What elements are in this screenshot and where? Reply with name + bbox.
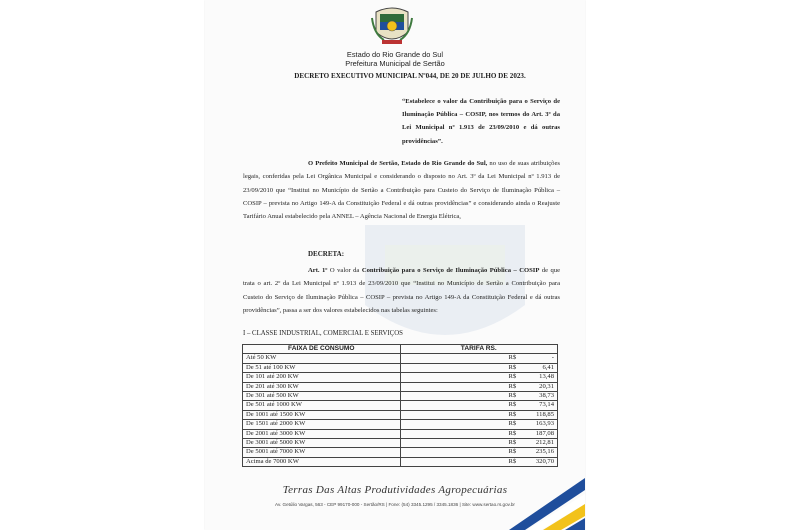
tarifa-value: 38,73: [539, 392, 554, 400]
tarifa-value: -: [551, 354, 554, 362]
currency-label: R$: [508, 420, 517, 428]
faixa-cell: De 1001 até 1500 KW: [243, 410, 401, 419]
classe-heading: I – CLASSE INDUSTRIAL, COMERCIAL E SERVIÇOS: [243, 330, 403, 337]
municipal-crest-icon: [370, 4, 414, 46]
decree-ementa: “Estabelece o valor da Contribuição para o Serviço de Iluminação Pública – COSIP, nos termos do Art. 3º da Lei Municipal nº 1.913 de 23/09/2010 e dá outras providências”.: [402, 98, 560, 145]
faixa-cell: Até 50 KW: [243, 354, 401, 363]
tarifa-cell: [400, 354, 558, 363]
table-row: [243, 439, 558, 448]
faixa-cell: Acima de 7000 KW: [243, 457, 401, 466]
decorative-stripes: [505, 457, 585, 530]
tarifa-value: 6,41: [542, 363, 554, 371]
address-footer: Av. Getúlio Vargas, 563 - CEP 99170-000 - Sertão/RS | Fone: (54) 3345.1295 / 3345.1836 | Site: www.sertao.rs.gov.br: [275, 502, 515, 507]
table-row: [243, 382, 558, 391]
faixa-cell: De 51 até 100 KW: [243, 363, 401, 372]
tarifa-value: 187,08: [535, 429, 554, 437]
header-faixa: FAIXA DE CONSUMO: [243, 345, 401, 354]
currency-label: R$: [508, 429, 517, 437]
faixa-cell: De 201 até 300 KW: [243, 382, 401, 391]
faixa-cell: De 501 até 1000 KW: [243, 401, 401, 410]
art1-bold: Contribuição para o Serviço de Iluminação Pública – COSIP: [361, 267, 540, 274]
table-header-row: [243, 345, 558, 354]
currency-label: R$: [508, 410, 517, 418]
tarifa-cell: [400, 401, 558, 410]
article-1: [243, 264, 560, 317]
preamble-paragraph: [243, 157, 560, 223]
currency-label: R$: [508, 448, 517, 456]
document-page: [205, 0, 585, 530]
table-row: [243, 392, 558, 401]
tarifa-cell: [400, 448, 558, 457]
tarifa-cell: [400, 429, 558, 438]
currency-label: R$: [508, 363, 517, 371]
tarifa-value: 163,93: [535, 420, 554, 428]
faixa-cell: De 101 até 200 KW: [243, 373, 401, 382]
faixa-cell: De 1501 até 2000 KW: [243, 420, 401, 429]
faixa-cell: De 301 até 500 KW: [243, 392, 401, 401]
art1-text: de que trata o art. 2º da Lei Municipal nº 1.913 de 23/09/2010 que “Institui no Município de Sertão a Contribuição para Custeio do Serviço de Iluminação Pública – COSIP – prevista no Artigo 149-A da Constituição Federal e dá outras providências”, passa a ser dos valores estabelecidos nas tabelas seguintes:: [243, 267, 561, 314]
art1-label: Art. 1º: [308, 267, 328, 274]
table-row: [243, 401, 558, 410]
tarifa-cell: [400, 392, 558, 401]
preamble-text: no uso de suas atribuições legais, conferidas pela Lei Orgânica Municipal e considerando o disposto no Art. 3º da Lei Municipal nº 1.913 de 23/09/2010 que “Institui no Município de Sertão a Contribuição para Custeio do Serviço de Iluminação Pública – COSIP – prevista no Artigo 149-A da Constituição Federal e dá outras providências” e considerando ainda o Reajuste Tarifário Anual estabelecido pela ANNEL – Agência Nacional de Energia Elétrica,: [243, 160, 560, 221]
tarifa-cell: [400, 382, 558, 391]
table-row: [243, 429, 558, 438]
tarifa-value: 235,16: [535, 448, 554, 456]
tarifa-value: 118,85: [536, 410, 554, 418]
faixa-cell: De 2001 até 3000 KW: [243, 429, 401, 438]
tarifa-cell: [400, 363, 558, 372]
header-tarifa: TARIFA RS.: [400, 345, 558, 354]
tarifa-cell: [400, 410, 558, 419]
currency-label: R$: [508, 373, 517, 381]
decreta-heading: DECRETA:: [308, 250, 345, 258]
municipal-slogan: Terras Das Altas Produtividades Agropecuárias: [282, 484, 508, 496]
tarifa-cell: [400, 373, 558, 382]
faixa-cell: De 5001 até 7000 KW: [243, 448, 401, 457]
table-row: [243, 354, 558, 363]
tarifa-value: 13,48: [539, 373, 554, 381]
table-row: [243, 410, 558, 419]
currency-label: R$: [508, 457, 517, 465]
prefeitura-name: Prefeitura Municipal de Sertão: [345, 59, 445, 68]
faixa-cell: De 3001 até 5000 KW: [243, 439, 401, 448]
table-row: [243, 448, 558, 457]
table-row: [243, 373, 558, 382]
currency-label: R$: [508, 401, 517, 409]
tarifa-value: 73,14: [539, 401, 554, 409]
tarifa-value: 20,31: [539, 382, 554, 390]
tarifa-value: 320,70: [535, 457, 554, 465]
table-row: [243, 363, 558, 372]
tarifa-value: 212,81: [535, 439, 554, 447]
state-name: Estado do Rio Grande do Sul: [346, 50, 444, 59]
tariff-table: [242, 344, 558, 467]
tarifa-cell: [400, 439, 558, 448]
currency-label: R$: [508, 382, 517, 390]
currency-label: R$: [508, 354, 517, 362]
table-row: [243, 420, 558, 429]
decree-title: DECRETO EXECUTIVO MUNICIPAL Nº044, DE 20 DE JULHO DE 2023.: [294, 72, 526, 80]
currency-label: R$: [508, 439, 517, 447]
art1-pre: O valor da: [327, 267, 362, 274]
currency-label: R$: [508, 392, 517, 400]
preamble-bold: O Prefeito Municipal de Sertão, Estado do Rio Grande do Sul,: [308, 160, 488, 167]
tarifa-cell: [400, 420, 558, 429]
